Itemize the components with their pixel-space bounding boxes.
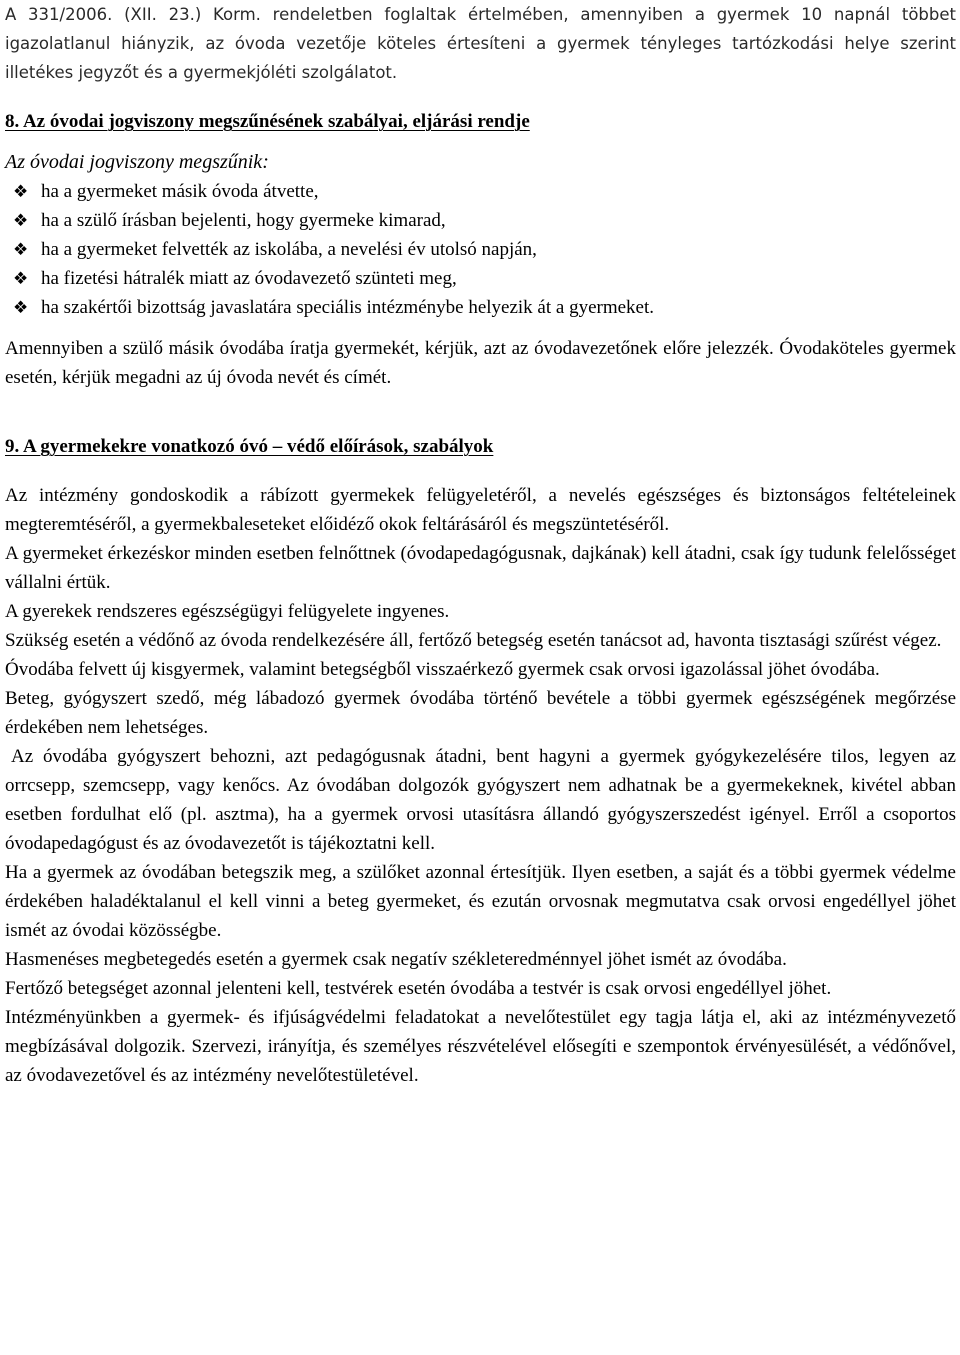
- spacer: [5, 322, 956, 334]
- termination-conditions-list: [5, 177, 956, 322]
- section-9-paragraph: Ha a gyermek az óvodában betegszik meg, a szülőket azonnal értesítjük. Ilyen esetben, a saját és a többi gyermek védelme érdekében haladéktalanul el kell vinni a beteg gyermeket, és ezután orvosnak megmutatva csak orvosi engedéllyel jöhet ismét az óvodai közösségbe.: [5, 862, 956, 941]
- section-8-paragraph: Amennyiben a szülő másik óvodába íratja gyermekét, kérjük, azt az óvodavezetőnek előre jelezzék. Óvodaköteles gyermek esetén, kérjük megadni az új óvoda nevét és címét.: [5, 338, 956, 388]
- list-item-text: ha fizetési hátralék miatt az óvodavezető szünteti meg,: [41, 268, 457, 289]
- document-page: [5, 0, 956, 1090]
- section-9-paragraph: Óvodába felvett új kisgyermek, valamint betegségből visszaérkező gyermek csak orvosi igazolással jöhet óvodába.: [5, 659, 880, 680]
- section-9-paragraph: A gyermeket érkezéskor minden esetben felnőttnek (óvodapedagógusnak, dajkának) kell átadni, csak így tudunk felelősséget vállalni értük.: [5, 543, 956, 593]
- spacer: [5, 87, 956, 107]
- diamond-bullet-icon: ❖: [13, 269, 29, 288]
- list-item-text: ha a gyermeket másik óvoda átvette,: [41, 181, 319, 202]
- section-9-paragraph: Az intézmény gondoskodik a rábízott gyermekek felügyeletéről, a nevelés egészséges és biztonságos feltételeinek megteremtéséről, a gyermekbaleseteket előidéző okok feltárásáról és megszüntetéséről.: [5, 485, 956, 535]
- section-9-paragraph: Beteg, gyógyszert szedő, még lábadozó gyermek óvodába történő bevétele a többi gyermek egészségének megőrzése érdekében nem lehetséges.: [5, 688, 956, 738]
- list-item: [5, 206, 956, 235]
- intro-paragraph: A 331/2006. (XII. 23.) Korm. rendeletben foglaltak értelmében, amennyiben a gyermek 10 napnál többet igazolatlanul hiányzik, az óvoda vezetője köteles értesíteni a gyermek tényleges tartózkodási helye szerint illetékes jegyzőt és a gyermekjóléti szolgálatot.: [5, 5, 956, 82]
- diamond-bullet-icon: ❖: [13, 182, 29, 201]
- list-item-text: ha a szülő írásban bejelenti, hogy gyermeke kimarad,: [41, 210, 446, 231]
- section-8-heading: 8. Az óvodai jogviszony megszűnésének szabályai, eljárási rendje: [5, 111, 530, 132]
- section-9-paragraph: Fertőző betegséget azonnal jelenteni kell, testvérek esetén óvodába a testvér is csak orvosi engedéllyel jöhet.: [5, 978, 832, 999]
- diamond-bullet-icon: ❖: [13, 298, 29, 317]
- spacer: [5, 392, 956, 432]
- list-item: [5, 264, 956, 293]
- list-item: [5, 235, 956, 264]
- section-9-paragraph: Az óvodába gyógyszert behozni, azt pedagógusnak átadni, bent hagyni a gyermek gyógykezelésére tilos, legyen az orrcsepp, szemcsepp, vagy kenőcs. Az óvodában dolgozók gyógyszert nem adhatnak be a gyermekeknek, kivétel abban esetben fordulhat elő (pl. asztma), ha a gyermek orvosi utasításra állandó gyógyszerszedést igényel. Erről a csoportos óvodapedagógust és az óvodavezetőt is tájékoztatni kell.: [5, 746, 956, 854]
- list-item: [5, 177, 956, 206]
- list-item: [5, 293, 956, 322]
- spacer: [5, 136, 956, 148]
- section-9-heading: 9. A gyermekekre vonatkozó óvó – védő előírások, szabályok: [5, 436, 494, 457]
- section-9-paragraph: Szükség esetén a védőnő az óvoda rendelkezésére áll, fertőző betegség esetén tanácsot ad, havonta tisztasági szűrést végez.: [5, 630, 942, 651]
- diamond-bullet-icon: ❖: [13, 240, 29, 259]
- spacer: [5, 461, 956, 481]
- list-item-text: ha a gyermeket felvették az iskolába, a nevelési év utolsó napján,: [41, 239, 537, 260]
- list-item-text: ha szakértői bizottság javaslatára speciális intézménybe helyezik át a gyermeket.: [41, 297, 655, 318]
- section-8-subheading: Az óvodai jogviszony megszűnik:: [5, 151, 269, 173]
- section-9-paragraph: A gyerekek rendszeres egészségügyi felügyelete ingyenes.: [5, 601, 450, 622]
- section-9-paragraph: Intézményünkben a gyermek- és ifjúságvédelmi feladatokat a nevelőtestület egy tagja látja el, aki az intézményvezető megbízásával dolgozik. Szervezi, irányítja, és személyes részvételével elősegíti e szempontok érvényesülését, a védőnővel, az óvodavezetővel és az intézmény nevelőtestületével.: [5, 1007, 956, 1086]
- diamond-bullet-icon: ❖: [13, 211, 29, 230]
- section-9-paragraph: Hasmenéses megbetegedés esetén a gyermek csak negatív székleteredménnyel jöhet ismét az óvodába.: [5, 949, 787, 970]
